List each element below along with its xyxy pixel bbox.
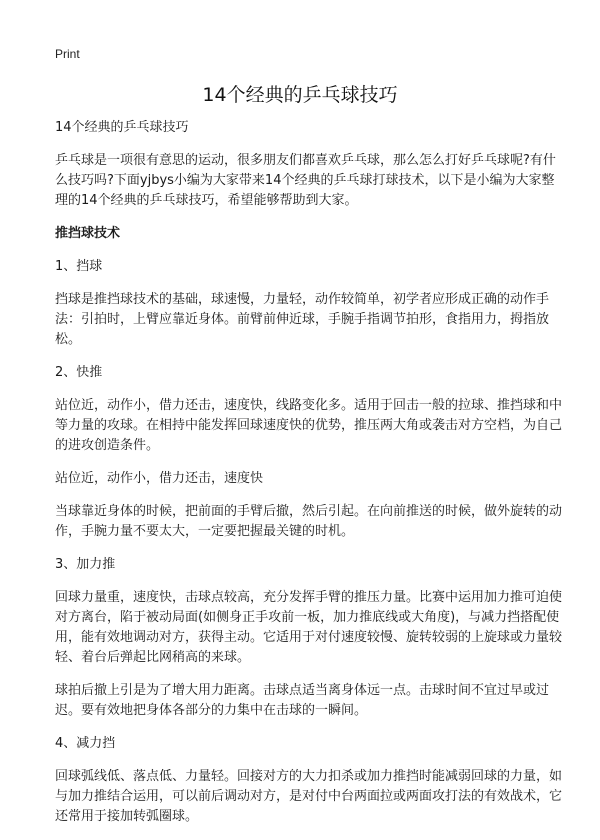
- technique-heading: 2、快推: [55, 365, 103, 380]
- technique-paragraph: 站位近，动作小，借力还击，速度快，线路变化多。适用于回击一般的拉球、推挡球和中等力量的攻球。在相持中能发挥回球速度快的优势，推压两大角或袭击对方空档，为自己的进攻创造条件。: [55, 398, 563, 453]
- technique-paragraph: 回球弧线低、落点低、力量轻。回接对方的大力扣杀或加力推挡时能减弱回球的力量，如与加力推结合运用，可以前后调动对方，是对付中台两面拉或两面攻打法的有效战术，它还常用于接加转弧圈球。: [55, 769, 563, 824]
- page-title: 14个经典的乒乓球技巧: [202, 84, 398, 106]
- technique-item-1: [55, 257, 565, 350]
- technique-item-2: [55, 363, 565, 542]
- technique-heading: 1、挡球: [55, 259, 103, 274]
- technique-item-3: [55, 555, 565, 721]
- technique-paragraph: 球拍后撤上引是为了增大用力距离。击球点适当离身体远一点。击球时间不宜过早或过迟。要有效地把身体各部分的力集中在击球的一瞬间。: [55, 683, 550, 718]
- technique-heading: 3、加力推: [55, 557, 116, 572]
- section-heading: 推挡球技术: [55, 226, 121, 241]
- print-label[interactable]: Print: [55, 47, 80, 61]
- article-body: [55, 118, 565, 840]
- technique-paragraph: 当球靠近身体的时候，把前面的手臂后撤，然后引起。在向前推送的时候，做外旋转的动作，手腕力量不要太大，一定要把握最关键的时机。: [55, 504, 563, 539]
- technique-paragraph: 回球力量重，速度快，击球点较高，充分发挥手臂的推压力量。比赛中运用加力推可迫使对方离台，陷于被动局面(如侧身正手攻前一板，加力推底线或大角度)，与减力挡搭配使用，能有效地调动对方，获得主动。它适用于对付速度较慢、旋转较弱的上旋球或力量较轻、着台后弹起比网稍高的来球。: [55, 590, 563, 665]
- intro-paragraph: 乒乓球是一项很有意思的运动，很多朋友们都喜欢乒乓球，那么怎么打好乒乓球呢?有什么技巧吗?下面yjbys小编为大家带来14个经典的乒乓球打球技术，以下是小编为大家整理的14个经典的乒乓球技巧，希望能够帮助到大家。: [55, 153, 556, 208]
- technique-heading: 4、减力挡: [55, 736, 116, 751]
- article-subtitle: 14个经典的乒乓球技巧: [55, 120, 189, 135]
- technique-paragraph: 站位近，动作小，借力还击，速度快: [55, 471, 264, 486]
- technique-paragraph: 挡球是推挡球技术的基础，球速慢，力量轻，动作较简单，初学者应形成正确的动作手法：引拍时，上臂应靠近身体。前臂前伸近球，手腕手指调节拍形，食指用力，拇指放松。: [55, 292, 550, 347]
- technique-item-4: [55, 734, 565, 827]
